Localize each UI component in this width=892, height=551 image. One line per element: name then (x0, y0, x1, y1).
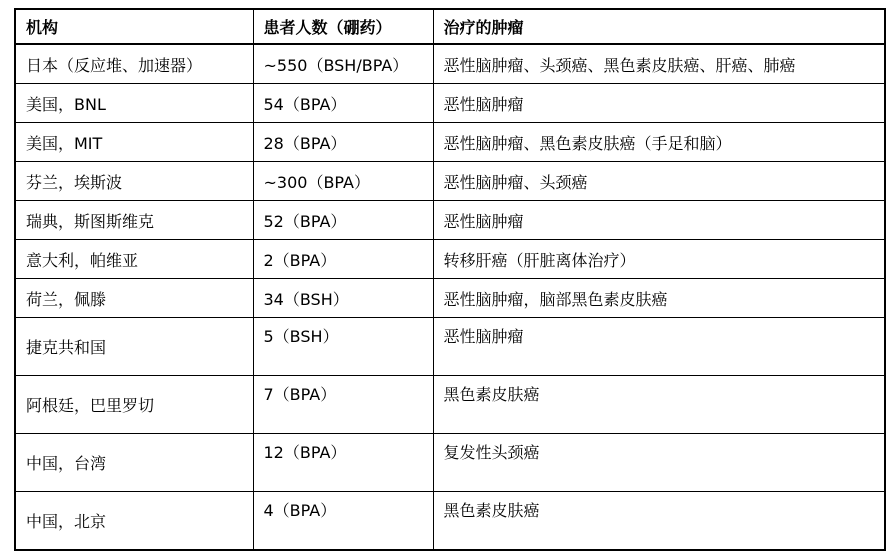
table-row (15, 162, 885, 201)
cell-patient-count: 2（BPA） (253, 240, 433, 279)
header-row (15, 9, 885, 44)
cell-patient-count: 5（BSH） (253, 318, 433, 376)
table-row (15, 201, 885, 240)
cell-patient-count: 34（BSH） (253, 279, 433, 318)
cell-patient-count: 28（BPA） (253, 123, 433, 162)
cell-patient-count: 52（BPA） (253, 201, 433, 240)
bnct-clinical-table (14, 8, 886, 551)
cell-tumor-type: 转移肝癌（肝脏离体治疗） (433, 240, 885, 279)
table-row (15, 279, 885, 318)
header-patient-count: 患者人数（硼药） (253, 9, 433, 44)
table-row (15, 434, 885, 492)
cell-institution: 日本（反应堆、加速器） (15, 44, 253, 84)
cell-institution: 意大利，帕维亚 (15, 240, 253, 279)
cell-institution: 美国，BNL (15, 84, 253, 123)
cell-patient-count: ~300（BPA） (253, 162, 433, 201)
cell-institution: 中国，台湾 (15, 434, 253, 492)
cell-tumor-type: 恶性脑肿瘤，脑部黑色素皮肤癌 (433, 279, 885, 318)
cell-tumor-type: 黑色素皮肤癌 (433, 376, 885, 434)
header-institution: 机构 (15, 9, 253, 44)
cell-tumor-type: 恶性脑肿瘤、黑色素皮肤癌（手足和脑） (433, 123, 885, 162)
table-row (15, 492, 885, 551)
table-body (15, 44, 885, 550)
cell-institution: 中国，北京 (15, 492, 253, 551)
cell-tumor-type: 恶性脑肿瘤 (433, 318, 885, 376)
cell-patient-count: 7（BPA） (253, 376, 433, 434)
cell-patient-count: 12（BPA） (253, 434, 433, 492)
header-tumor-type: 治疗的肿瘤 (433, 9, 885, 44)
cell-tumor-type: 恶性脑肿瘤、头颈癌、黑色素皮肤癌、肝癌、肺癌 (433, 44, 885, 84)
cell-tumor-type: 恶性脑肿瘤 (433, 84, 885, 123)
table-row (15, 84, 885, 123)
bnct-clinical-table-container (14, 8, 884, 551)
table-row (15, 123, 885, 162)
table-header (15, 9, 885, 44)
cell-institution: 阿根廷，巴里罗切 (15, 376, 253, 434)
cell-patient-count: ~550（BSH/BPA） (253, 44, 433, 84)
cell-tumor-type: 恶性脑肿瘤 (433, 201, 885, 240)
cell-institution: 捷克共和国 (15, 318, 253, 376)
cell-institution: 瑞典，斯图斯维克 (15, 201, 253, 240)
cell-institution: 芬兰，埃斯波 (15, 162, 253, 201)
table-row (15, 376, 885, 434)
cell-institution: 美国，MIT (15, 123, 253, 162)
cell-tumor-type: 复发性头颈癌 (433, 434, 885, 492)
table-row (15, 240, 885, 279)
cell-institution: 荷兰，佩滕 (15, 279, 253, 318)
cell-tumor-type: 恶性脑肿瘤、头颈癌 (433, 162, 885, 201)
table-row (15, 44, 885, 84)
cell-patient-count: 4（BPA） (253, 492, 433, 551)
table-row (15, 318, 885, 376)
cell-tumor-type: 黑色素皮肤癌 (433, 492, 885, 551)
cell-patient-count: 54（BPA） (253, 84, 433, 123)
